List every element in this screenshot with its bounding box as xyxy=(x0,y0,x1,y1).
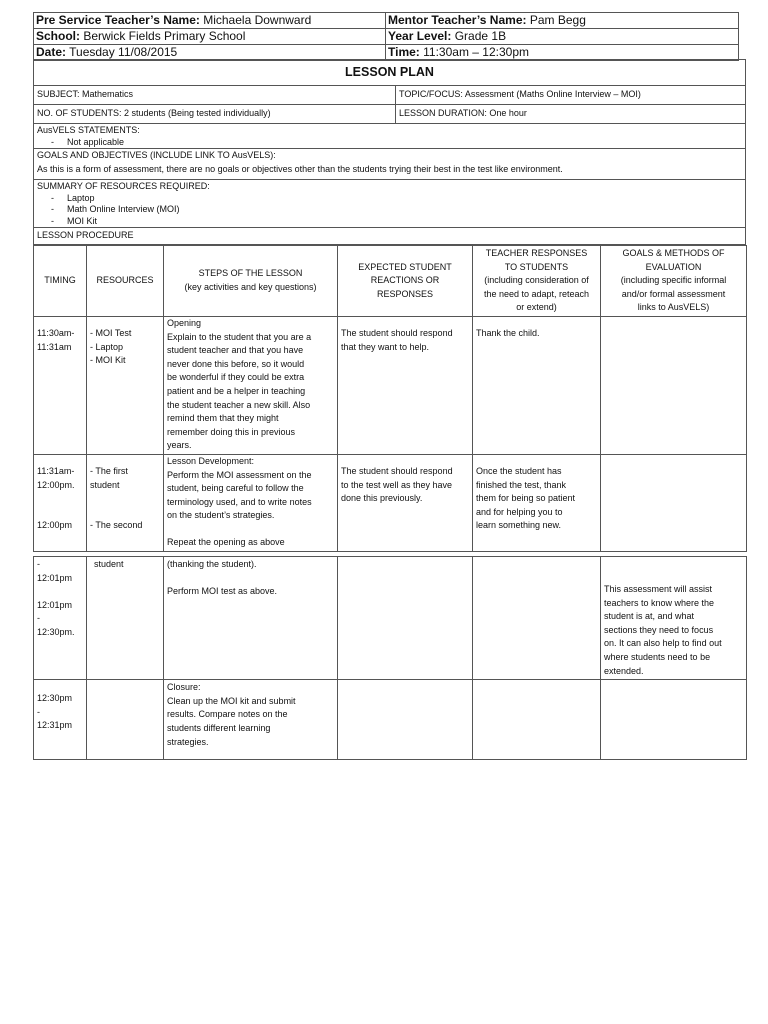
resource-line: - MOI Test xyxy=(90,327,132,338)
step-line: Perform MOI test as above. xyxy=(167,586,278,597)
step-line: Explain to the student that you are a xyxy=(167,331,312,342)
step-line: on the student’s strategies. xyxy=(167,510,275,521)
timing-line: 12:30pm. xyxy=(37,626,75,637)
resource-item-text: MOI Kit xyxy=(67,215,98,226)
resource-line: - Laptop xyxy=(90,341,124,352)
resource-line: student xyxy=(90,479,120,490)
closure-steps xyxy=(164,680,338,760)
step-line: remember doing this in previous xyxy=(167,426,296,437)
step-line: results. Compare notes on the xyxy=(167,709,288,720)
pre-service-name: Michaela Downward xyxy=(203,13,312,27)
opening-teacher xyxy=(473,316,601,454)
goals-header xyxy=(601,246,747,317)
closure-row xyxy=(34,680,747,760)
mentor-label: Mentor Teacher’s Name: xyxy=(388,13,527,27)
goals-line: teachers to know where the xyxy=(604,597,715,608)
expected-line: The student should respond xyxy=(341,327,453,338)
resource-item-text: Laptop xyxy=(67,192,95,203)
step-line: Perform the MOI assessment on the xyxy=(167,469,312,480)
timing-line: 12:01pm xyxy=(37,599,73,610)
procedure-table xyxy=(33,245,747,552)
continued-teacher xyxy=(473,557,601,680)
timing-line: - xyxy=(37,559,40,569)
development-timing xyxy=(34,454,87,551)
teacher-header-line: TEACHER RESPONSES xyxy=(485,248,588,258)
continued-steps xyxy=(164,557,338,680)
continued-goals xyxy=(601,557,747,680)
teacher-header-line: or extend) xyxy=(516,302,557,313)
teacher-line: them for being so patient xyxy=(476,493,576,504)
opening-row xyxy=(34,316,747,454)
step-line: student teacher and that you have xyxy=(167,345,304,356)
pre-service-teacher-cell xyxy=(34,13,386,29)
expected-header-line: EXPECTED STUDENT xyxy=(358,261,452,272)
ausvels-item-text: Not applicable xyxy=(67,137,125,147)
date-label: Date: xyxy=(36,45,67,59)
bullet: - xyxy=(51,204,54,214)
step-line: strategies. xyxy=(167,736,209,747)
procedure-header-row xyxy=(34,246,747,317)
mentor-teacher-cell xyxy=(386,13,739,29)
resource-item xyxy=(37,204,742,216)
closure-expected xyxy=(338,680,473,760)
subject-cell: SUBJECT: Mathematics xyxy=(34,86,396,105)
resource-item xyxy=(37,193,742,205)
opening-steps xyxy=(164,316,338,454)
goals-header-line: EVALUATION xyxy=(645,261,702,272)
goals-header-line: and/or formal assessment xyxy=(621,288,726,299)
teacher-header-line: TO STUDENTS xyxy=(504,261,569,272)
closure-timing xyxy=(34,680,87,760)
ausvels-item xyxy=(37,136,742,148)
expected-line: that they want to help. xyxy=(341,341,430,352)
continued-row xyxy=(34,557,747,680)
topic-cell: TOPIC/FOCUS: Assessment (Maths Online Interview – MOI) xyxy=(396,86,746,105)
step-line: patient and be a helper in teaching xyxy=(167,385,306,396)
step-line: Clean up the MOI kit and submit xyxy=(167,695,296,706)
step-line: student, being careful to follow the xyxy=(167,483,304,494)
step-line: (thanking the student). xyxy=(167,559,257,569)
development-steps xyxy=(164,454,338,551)
development-expected xyxy=(338,454,473,551)
students-cell: NO. OF STUDENTS: 2 students (Being tested individually) xyxy=(34,105,396,124)
goals-header-line: links to AusVELS) xyxy=(637,302,710,313)
teacher-line: learn something new. xyxy=(476,520,562,531)
timing-line: - xyxy=(37,706,40,717)
expected-header-line: REACTIONS OR xyxy=(370,275,440,286)
ausvels-heading: AusVELS STATEMENTS: xyxy=(37,125,140,135)
goals-line: student is at, and what xyxy=(604,611,695,622)
lesson-plan-title: LESSON PLAN xyxy=(34,60,746,86)
duration-cell: LESSON DURATION: One hour xyxy=(396,105,746,124)
teacher-header-line: (including consideration of xyxy=(484,275,589,286)
steps-header-line: STEPS OF THE LESSON xyxy=(198,268,303,279)
expected-header-line: RESPONSES xyxy=(376,288,434,299)
bullet: - xyxy=(51,192,54,203)
resources-cell xyxy=(34,180,746,228)
ausvels-cell xyxy=(34,124,746,149)
timing-line: 12:01pm xyxy=(37,572,73,583)
school-cell xyxy=(34,29,386,45)
year-level-cell xyxy=(386,29,739,45)
goals-line: extended. xyxy=(604,665,644,676)
development-row xyxy=(34,454,747,551)
date-value: Tuesday 11/08/2015 xyxy=(69,45,178,59)
timing-line: 11:31am xyxy=(37,341,72,352)
bullet: - xyxy=(51,137,54,147)
resource-item-text: Math Online Interview (MOI) xyxy=(67,204,180,214)
timing-header: TIMING xyxy=(34,246,87,317)
expected-header xyxy=(338,246,473,317)
teacher-header xyxy=(473,246,601,317)
continued-timing xyxy=(34,557,87,680)
step-line: be wonderful if they could be extra xyxy=(167,372,305,383)
continued-expected xyxy=(338,557,473,680)
step-line: the student teacher a new skill. Also xyxy=(167,399,311,410)
lesson-plan-table xyxy=(33,59,746,245)
development-goals xyxy=(601,454,747,551)
expected-line: done this previously. xyxy=(341,493,423,504)
timing-line: 11:31am- xyxy=(37,465,75,476)
teacher-details-table xyxy=(33,12,739,61)
time-value: 11:30am – 12:30pm xyxy=(423,45,529,59)
steps-header-line: (key activities and key questions) xyxy=(184,281,317,292)
continued-resources xyxy=(87,557,164,680)
pre-service-label: Pre Service Teacher’s Name: xyxy=(36,13,200,27)
steps-header xyxy=(164,246,338,317)
closure-teacher xyxy=(473,680,601,760)
resource-item xyxy=(37,216,742,228)
goals-cell xyxy=(34,149,746,180)
resources-header: RESOURCES xyxy=(87,246,164,317)
goals-text: As this is a form of assessment, there are no goals or objectives other than the students trying their best in the test like environment. xyxy=(37,163,563,174)
step-line: Opening xyxy=(167,317,202,328)
time-label: Time: xyxy=(388,45,420,59)
timing-line: 12:00pm xyxy=(37,520,73,531)
year-level-label: Year Level: xyxy=(388,29,452,43)
step-line: years. xyxy=(167,440,192,451)
timing-line: 12:31pm xyxy=(37,720,73,731)
teacher-line: Once the student has xyxy=(476,465,562,476)
timing-line: 12:30pm xyxy=(37,693,73,704)
step-line: terminology used, and to write notes xyxy=(167,496,312,507)
timing-line: 11:30am- xyxy=(37,327,75,338)
goals-line: sections they need to focus xyxy=(604,624,714,635)
goals-line: where students need to be xyxy=(604,651,711,662)
mentor-name: Pam Begg xyxy=(529,13,586,27)
closure-resources xyxy=(87,680,164,760)
expected-line: The student should respond xyxy=(341,465,453,476)
teacher-header-line: the need to adapt, reteach xyxy=(483,288,590,299)
step-line: remind them that they might xyxy=(167,413,279,424)
development-resources xyxy=(87,454,164,551)
procedure-table-continued xyxy=(33,556,747,760)
procedure-heading: LESSON PROCEDURE xyxy=(34,228,746,245)
step-line: students different learning xyxy=(167,722,271,733)
opening-expected xyxy=(338,316,473,454)
bullet: - xyxy=(51,215,54,226)
goals-header-line: (including specific informal xyxy=(620,275,727,286)
step-line: Closure: xyxy=(167,682,201,693)
school-name: Berwick Fields Primary School xyxy=(83,29,246,43)
timing-line: - xyxy=(37,613,40,624)
resource-line: student xyxy=(94,559,124,569)
teacher-line: Thank the child. xyxy=(476,327,540,338)
year-level-value: Grade 1B xyxy=(454,29,507,43)
opening-goals xyxy=(601,316,747,454)
step-line: never done this before, so it would xyxy=(167,358,305,369)
resource-line: - MOI Kit xyxy=(90,355,126,366)
closure-goals xyxy=(601,680,747,760)
opening-resources xyxy=(87,316,164,454)
teacher-line: and for helping you to xyxy=(476,506,563,517)
goals-line: This assessment will assist xyxy=(604,584,713,594)
resources-heading: SUMMARY OF RESOURCES REQUIRED: xyxy=(37,181,210,191)
step-line: Lesson Development: xyxy=(167,455,255,466)
opening-timing xyxy=(34,316,87,454)
teacher-line: finished the test, thank xyxy=(476,479,567,490)
resource-line: - The first xyxy=(90,465,128,476)
school-label: School: xyxy=(36,29,80,43)
timing-line: 12:00pm. xyxy=(37,479,75,490)
goals-line: on. It can also help to find out xyxy=(604,638,722,649)
step-line: Repeat the opening as above xyxy=(167,537,285,548)
goals-heading: GOALS AND OBJECTIVES (INCLUDE LINK TO AusVELS): xyxy=(37,150,276,160)
resource-line: - The second xyxy=(90,520,143,531)
development-teacher xyxy=(473,454,601,551)
goals-header-line: GOALS & METHODS OF xyxy=(622,248,725,258)
expected-line: to the test well as they have xyxy=(341,479,453,490)
